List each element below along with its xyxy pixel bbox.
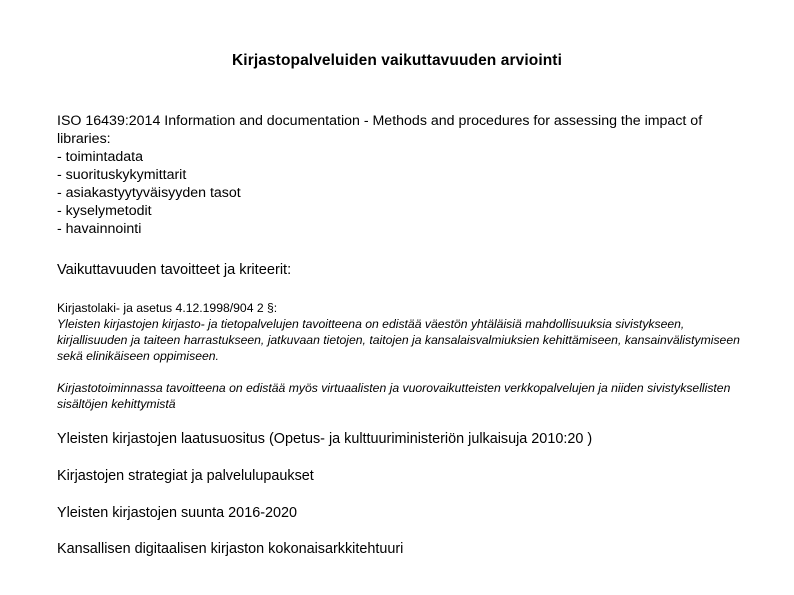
paragraph-architecture: Kansallisen digitaalisen kirjaston kokonaisarkkitehtuuri <box>57 541 404 557</box>
list-item: - asiakastyytyväisyyden tasot <box>57 185 241 201</box>
list-item: - toimintadata <box>57 149 143 165</box>
iso-standard-code: ISO 16439:2014 <box>57 113 161 129</box>
iso-standard-section <box>57 112 747 238</box>
law-text-virtual-services: Kirjastotoiminnassa tavoitteena on edistää myös virtuaalisten ja vuorovaikutteisten verkkopalvelujen ja niiden sivistyksellisten sisältöjen kehittymistä <box>57 381 731 411</box>
list-item: - suorituskykymittarit <box>57 167 187 183</box>
iso-standard-description: Information and documentation - Methods and procedures for assessing the impact of libraries: <box>57 113 703 147</box>
paragraph-quality-recommendation: Yleisten kirjastojen laatusuositus (Opetus- ja kulttuuriministeriön julkaisuja 2010:20 ) <box>57 431 593 447</box>
page-title: Kirjastopalveluiden vaikuttavuuden arviointi <box>232 52 562 69</box>
list-item: - kyselymetodit <box>57 203 152 219</box>
list-item: - havainnointi <box>57 221 142 237</box>
law-text: Yleisten kirjastojen kirjasto- ja tietopalvelujen tavoitteena on edistää väestön yhtäläisiä mahdollisuuksia sivistykseen, kirjallisuuden ja taiteen harrastukseen, jatkuvaan tietojen, taitojen ja kansalaisvalmiuksien kehittämiseen, kansainvälistymiseen sekä elinikäiseen oppimiseen. <box>57 317 740 363</box>
law-section <box>57 300 747 364</box>
paragraph-strategies: Kirjastojen strategiat ja palvelulupaukset <box>57 468 314 484</box>
paragraph-direction: Yleisten kirjastojen suunta 2016-2020 <box>57 505 298 521</box>
goals-heading: Vaikuttavuuden tavoitteet ja kriteerit: <box>57 262 292 278</box>
law-reference: Kirjastolaki- ja asetus 4.12.1998/904 2 §: <box>57 301 278 315</box>
